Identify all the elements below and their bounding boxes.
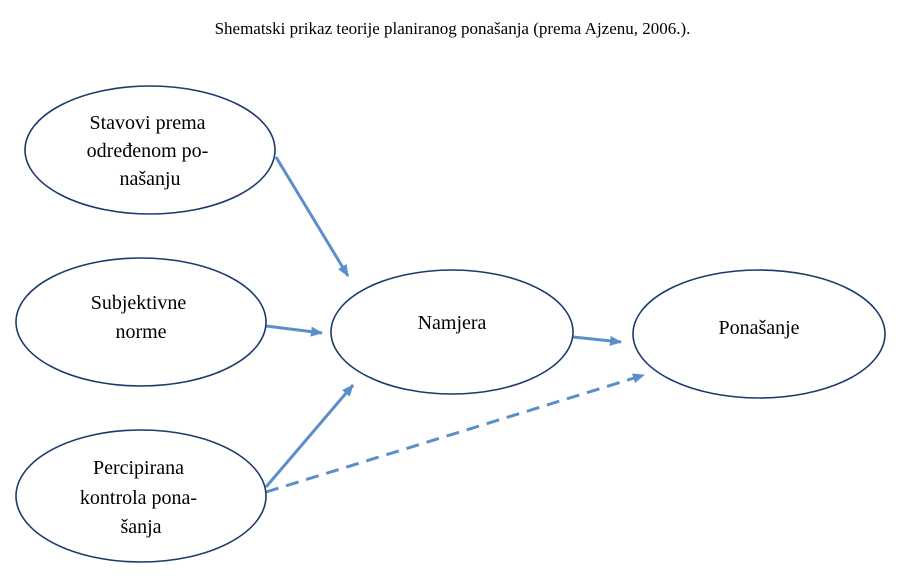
edge-norme-namjera (266, 326, 322, 333)
edge-namjera-ponasanje (573, 337, 621, 342)
node-kontrola-line-1: Percipirana (92, 457, 185, 479)
node-kontrola-line-2: kontrola pona- (79, 487, 198, 509)
node-stavovi-line-3: našanju (119, 168, 181, 190)
node-namjera (331, 270, 573, 394)
node-stavovi (25, 86, 275, 214)
node-ponasanje-line-1: Ponašanje (718, 317, 800, 339)
node-namjera-line-1: Namjera (417, 312, 487, 334)
edge-kontrola-namjera (266, 385, 353, 487)
node-stavovi-line-1: Stavovi prema (89, 112, 206, 134)
node-norme-line-1: Subjektivne (90, 292, 187, 314)
node-norme (16, 258, 266, 386)
node-ponasanje (633, 270, 885, 398)
node-stavovi-line-2: određenom po- (86, 140, 209, 162)
node-ponasanje-label (718, 317, 799, 339)
node-kontrola (16, 430, 266, 562)
node-kontrola-line-3: šanja (120, 516, 162, 538)
node-namjera-label (418, 312, 487, 334)
diagram-title: Shematski prikaz teorije planiranog ponašanja (prema Ajzenu, 2006.). (214, 19, 691, 38)
node-norme-line-2: norme (115, 321, 167, 343)
edge-stavovi-namjera (276, 157, 348, 276)
